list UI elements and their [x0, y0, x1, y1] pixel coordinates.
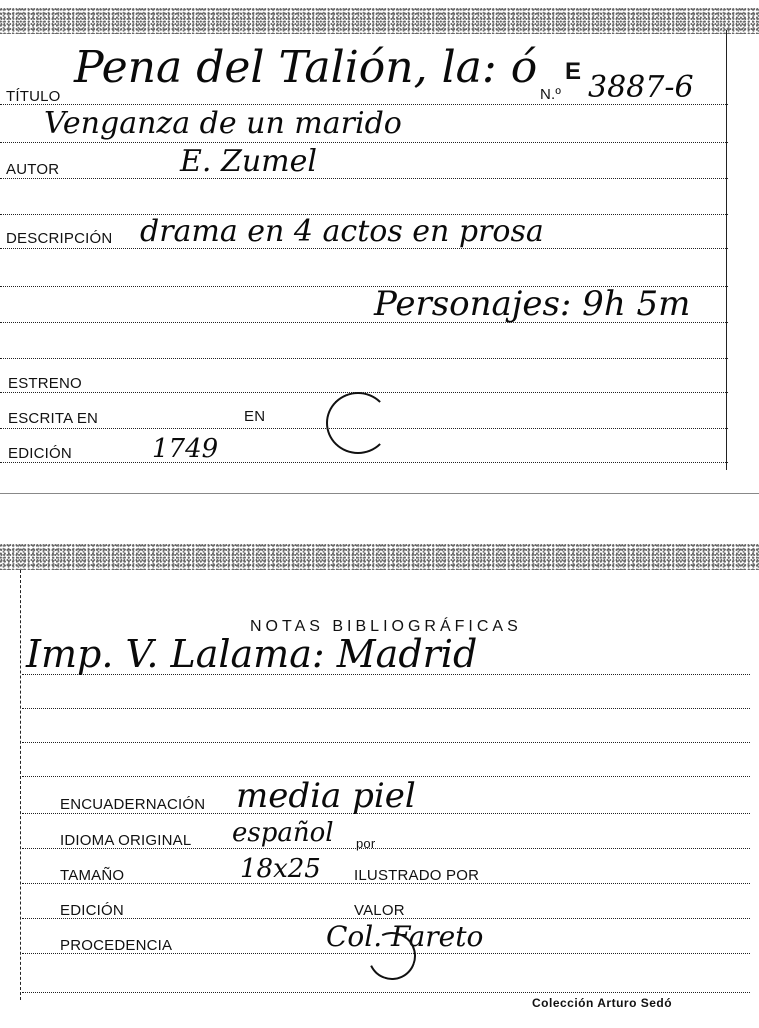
encuadernacion-label: ENCUADERNACIÓN: [60, 796, 206, 813]
titulo-value-line2: Venganza de un marido: [44, 106, 402, 141]
card-right-border: [726, 30, 727, 470]
idioma-original-label: IDIOMA ORIGINAL: [60, 832, 192, 849]
ilustrado-por-label: ILUSTRADO POR: [354, 867, 480, 884]
personajes-value: Personajes: 9h 5m: [374, 284, 691, 324]
numero-value: 3887-6: [588, 70, 694, 105]
edicion-label: EDICIÓN: [60, 902, 124, 919]
stamp-mark: [326, 392, 390, 454]
descripcion-label: DESCRIPCIÓN: [6, 230, 113, 247]
estreno-label: ESTRENO: [8, 375, 82, 392]
edicion-value: 1749: [152, 434, 219, 464]
numero-label: N.º: [540, 86, 562, 103]
card-edge-noise: [0, 544, 759, 570]
autor-value: E. Zumel: [180, 144, 317, 179]
card-edge-noise: [0, 8, 759, 34]
procedencia-value: Col. Fareto: [326, 920, 484, 953]
collection-footer: Colección Arturo Sedó: [532, 996, 673, 1010]
card-left-border: [20, 570, 21, 1000]
numero-prefix: E: [565, 58, 582, 85]
titulo-value-line1: Pena del Talión, la: ó: [74, 42, 538, 93]
en-label: EN: [244, 408, 266, 425]
encuadernacion-value: media piel: [236, 776, 416, 816]
autor-label: AUTOR: [6, 161, 60, 178]
catalog-card-front: [0, 0, 759, 494]
descripcion-value: drama en 4 actos en prosa: [140, 214, 544, 249]
notas-value: Imp. V. Lalama: Madrid: [26, 632, 478, 676]
por-label: por: [356, 836, 376, 851]
ruled-line: [0, 462, 728, 463]
titulo-label: TÍTULO: [6, 88, 61, 105]
catalog-card-back: [0, 540, 759, 1028]
ruled-line: [22, 992, 750, 993]
ruled-line: [22, 708, 750, 709]
idioma-original-value: español: [232, 818, 334, 848]
tamano-value: 18x25: [240, 854, 321, 884]
ruled-line: [0, 178, 728, 179]
tamano-label: TAMAÑO: [60, 867, 125, 884]
notas-heading: NOTAS BIBLIOGRÁFICAS: [250, 618, 522, 635]
procedencia-label: PROCEDENCIA: [60, 937, 173, 954]
ruled-line: [22, 742, 750, 743]
valor-label: VALOR: [354, 902, 405, 919]
edicion-label: EDICIÓN: [8, 445, 72, 462]
escrita-en-label: ESCRITA EN: [8, 410, 99, 427]
ruled-line: [0, 142, 728, 143]
card-bottom-edge: [0, 493, 759, 494]
ruled-line: [0, 358, 728, 359]
